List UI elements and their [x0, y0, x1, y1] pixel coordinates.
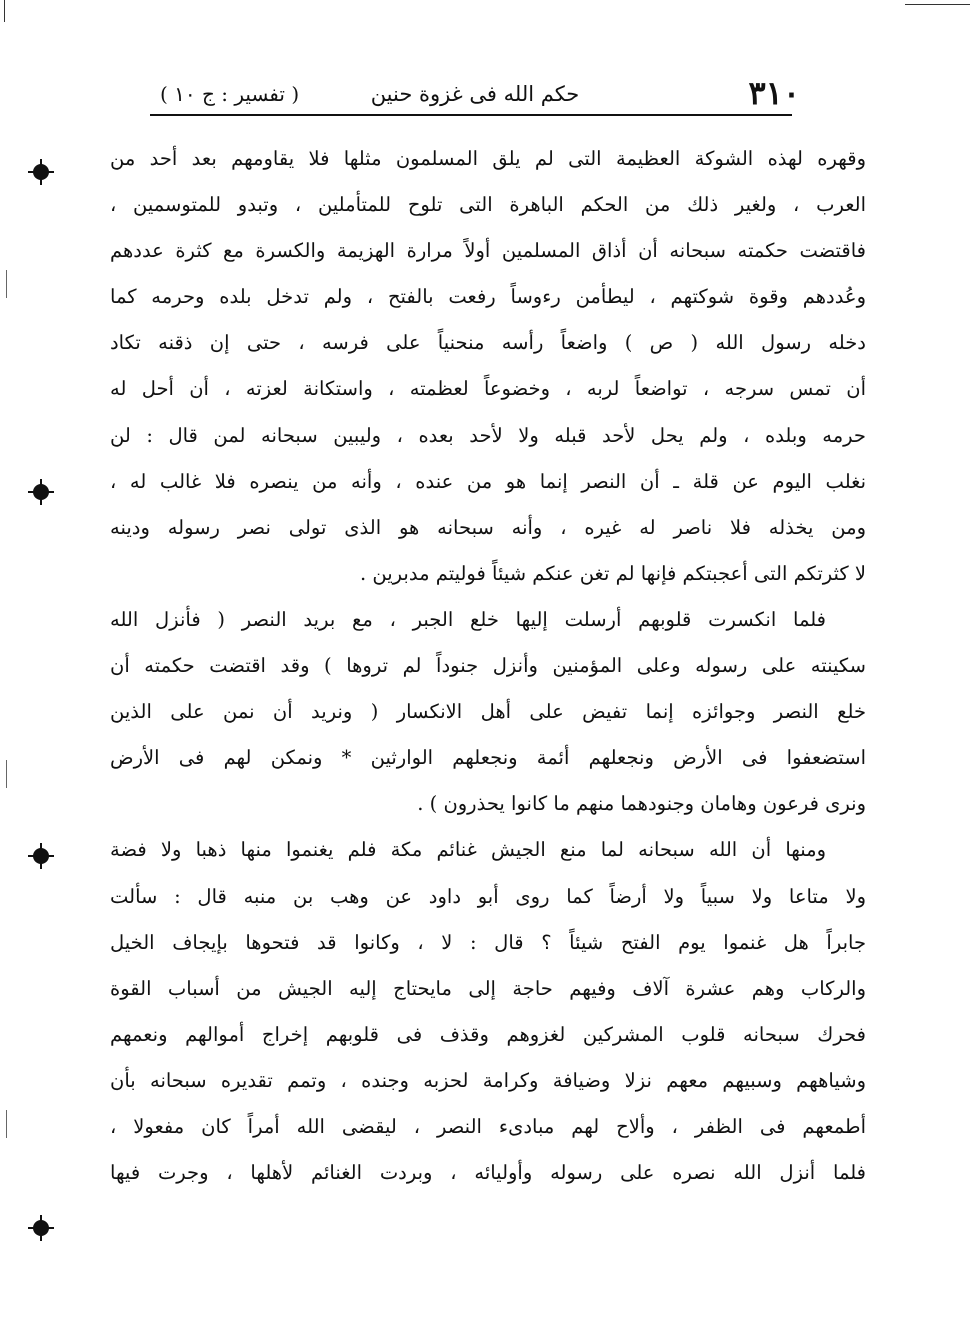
text-line: ونرى فرعون وهامان وجنودهما منهم ما كانوا يحذرون ) .: [417, 792, 866, 816]
scan-edge-mark: [905, 4, 970, 5]
text-line: والركاب وهم عشرة آلاف وفيهم حاجة إلى مايحتاج إليه الجيش من أسباب القوة: [110, 976, 866, 1000]
running-title: حكم الله فى غزوة حنين: [370, 82, 580, 106]
margin-mark: [6, 760, 7, 788]
text-line: ومن يخذله فلا ناصر له غيره ، وأنه سبحانه هو الذى تولى نصر رسوله ودينه: [110, 515, 866, 539]
text-line: استضعفوا فى الأرض ونجعلهم أئمة ونجعلهم الوارثين * ونمكن لهم فى الأرض: [110, 746, 866, 770]
binding-hole-icon: [33, 164, 49, 180]
text-line: أن تمس سرجه ، تواضعاً لربه ، وخضوعاً لعظمته ، واستكانة لعزته ، أن أحل له: [110, 377, 866, 401]
margin-mark: [6, 270, 7, 298]
text-line: العرب ، ولغير ذلك من الحكم الباهرة التى تلوح للمتأملين ، وتبدو للمتوسمين ،: [110, 193, 866, 217]
page-body: [110, 136, 866, 1196]
text-line: فلما انكسرت قلوبهم أرسلت إليها خلع الجبر ، مع بريد النصر ( فأنزل الله: [110, 607, 826, 631]
binding-hole-icon: [33, 848, 49, 864]
text-line: فاقتضت حكمته سبحانه أن أذاق المسلمين أولاً مرارة الهزيمة والكسرة مع كثرة عددهم: [110, 239, 866, 263]
binding-hole-icon: [33, 1220, 49, 1236]
page-header: [150, 68, 800, 118]
volume-reference: ( تفسير : ج ١٠ ): [160, 82, 300, 106]
text-line: نغلب اليوم عن قلة ـ أن النصر إنما هو من عنده ، وأنه من ينصره فلا غالب له ،: [110, 469, 866, 493]
text-line: وعُددهم وقوة شوكتهم ، ليطأمن رءوساً رفعت بالفتح ، ولم تدخل بلده وحرمه كما: [110, 285, 866, 309]
text-line: جابراً هل غنموا يوم الفتح شيئاً ؟ قال : لا ، وكانوا قد فتحوها بإيجاف الخيل: [110, 930, 866, 954]
text-line: خلع النصر وجوائزه إنما تفيض على أهل الانكسار ( ونريد أن نمن على الذين: [110, 700, 866, 724]
binding-hole-icon: [33, 484, 49, 500]
text-line: سكينته على رسوله وعلى المؤمنين وأنزل جنوداً لم تروها ) وقد اقتضت حكمته أن: [110, 654, 866, 678]
text-line: ولا متاعا ولا سبياً ولا أرضاً كما روى أبو داود عن وهب بن منبه قال : سألت: [110, 884, 866, 908]
text-line: أطمعهم فى الظفر ، وألاح لهم مبادىء النصر ، ليقضى الله أمراً كان مفعولا ،: [110, 1114, 866, 1138]
text-line: دخله رسول الله ( ص ) واضعاً رأسه منحنياً على فرسه ، حتى إن ذقنه تكاد: [110, 331, 866, 355]
page-number: ٣١٠: [748, 74, 800, 112]
text-line: حرمه وبلده ، ولم يحل لأحد قبله ولا لأحد بعده ، وليبين سبحانه لمن قال : لن: [110, 423, 866, 447]
text-line: وقهره لهذه الشوكة العظيمة التى لم يلق المسلمون مثلها فلا يقاومهم بعد أحد من: [110, 147, 866, 170]
text-line: لا كثرتكم التى أعجبتكم فإنها لم تغن عنكم شيئاً فوليتم مدبرين .: [359, 561, 866, 585]
margin-mark: [6, 1110, 7, 1138]
header-rule: [150, 114, 792, 116]
text-line: فحرك سبحانه قلوب المشركين لغزوهم وقذف فى قلوبهم إخراج أموالهم ونعمهم: [110, 1022, 866, 1046]
scan-edge-mark: [4, 0, 5, 22]
text-line: ومنها أن الله سبحانه لما منع الجيش غنائم مكة فلم يغنموا منها ذهبا ولا فضة: [110, 838, 826, 862]
text-line: فلما أنزل الله نصره على رسوله وأوليائه ، وبردت الغنائم لأهلها ، وجرت فيها: [110, 1161, 866, 1185]
text-line: وشياههم وسبيهم معهم نزلا وضيافة وكرامة لحزبه وجنده ، وتمم تقديره سبحانه بأن: [110, 1068, 866, 1092]
